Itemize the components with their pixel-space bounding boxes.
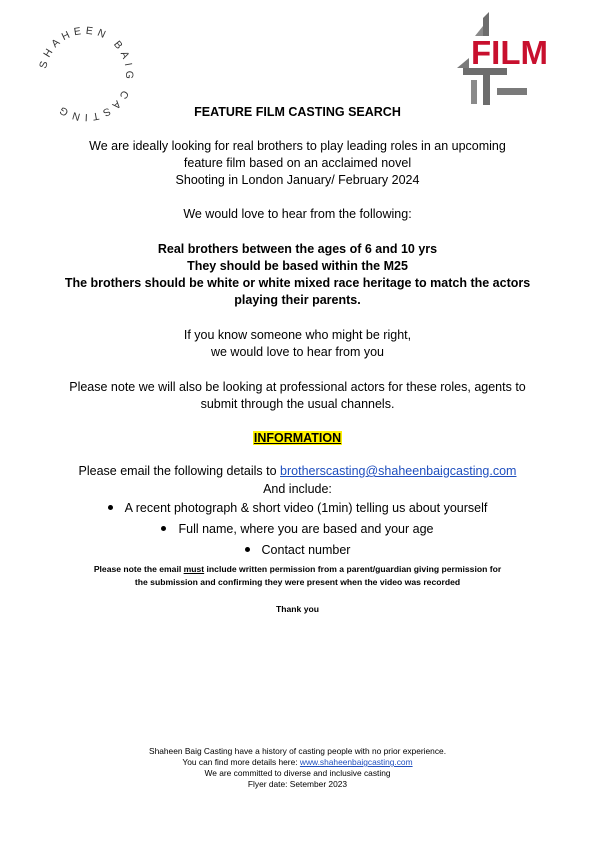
- requirement-line: Real brothers between the ages of 6 and 10 yrs: [157, 242, 438, 256]
- list-item-text: Full name, where you are based and your age: [178, 522, 434, 536]
- requirement-line: The brothers should be white or white mixed race heritage to match the actors: [64, 276, 531, 290]
- permission-note: [0, 563, 595, 589]
- email-link[interactable]: brotherscasting@shaheenbaigcasting.com: [280, 464, 517, 478]
- permission-note-before: Please note the email: [93, 564, 182, 574]
- permission-note-line2: the submission and confirming they were present when the video was recorded: [134, 577, 461, 587]
- information-heading: INFORMATION: [253, 431, 342, 445]
- professional-note: [0, 379, 595, 413]
- bullet-icon: [245, 547, 250, 552]
- list-item: [0, 498, 595, 519]
- know-someone-line: If you know someone who might be right,: [183, 328, 412, 342]
- list-item: [0, 540, 595, 561]
- and-include-text: And include:: [263, 482, 332, 496]
- thank-you-text: Thank you: [276, 604, 319, 614]
- footer: [0, 746, 595, 790]
- page-title: FEATURE FILM CASTING SEARCH: [194, 105, 401, 119]
- include-list: [0, 498, 595, 561]
- know-someone-line: we would love to hear from you: [210, 345, 384, 359]
- requirement-line: playing their parents.: [234, 293, 361, 307]
- website-link[interactable]: www.shaheenbaigcasting.com: [299, 757, 413, 767]
- requirements-block: [0, 241, 595, 309]
- footer-website-prefix: You can find more details here:: [182, 757, 298, 767]
- footer-line: We are committed to diverse and inclusive casting: [204, 768, 391, 778]
- bullet-icon: [161, 526, 166, 531]
- professional-note-line: Please note we will also be looking at professional actors for these roles, agents to: [69, 380, 526, 394]
- list-item: [0, 519, 595, 540]
- intro-line: feature film based on an acclaimed novel: [183, 156, 412, 170]
- logo-circle-text: SHAHEEN BAIG CASTING: [37, 24, 136, 124]
- intro-line: We are ideally looking for real brothers to play leading roles in an upcoming: [89, 139, 506, 153]
- professional-note-line: submit through the usual channels.: [200, 397, 395, 411]
- requirement-line: They should be based within the M25: [187, 259, 408, 273]
- email-line: [0, 463, 595, 480]
- information-heading-row: [0, 430, 595, 447]
- footer-line: Shaheen Baig Casting have a history of casting people with no prior experience.: [148, 746, 447, 756]
- bullet-icon: [108, 505, 113, 510]
- intro-line: Shooting in London January/ February 2024: [175, 173, 420, 187]
- list-item-text: A recent photograph & short video (1min) telling us about yourself: [124, 501, 488, 515]
- film-logo-text: FILM: [471, 34, 548, 71]
- list-item-text: Contact number: [261, 543, 351, 557]
- permission-note-must: must: [183, 564, 205, 574]
- email-prefix: Please email the following details to: [78, 464, 277, 478]
- film4-logo: [453, 10, 565, 110]
- know-someone-block: [0, 327, 595, 361]
- footer-line: Flyer date: Setember 2023: [247, 779, 348, 789]
- intro-paragraph: [0, 138, 595, 189]
- hear-from-text: We would love to hear from the following:: [183, 207, 412, 221]
- permission-note-after: include written permission from a parent/guardian giving permission for: [206, 564, 502, 574]
